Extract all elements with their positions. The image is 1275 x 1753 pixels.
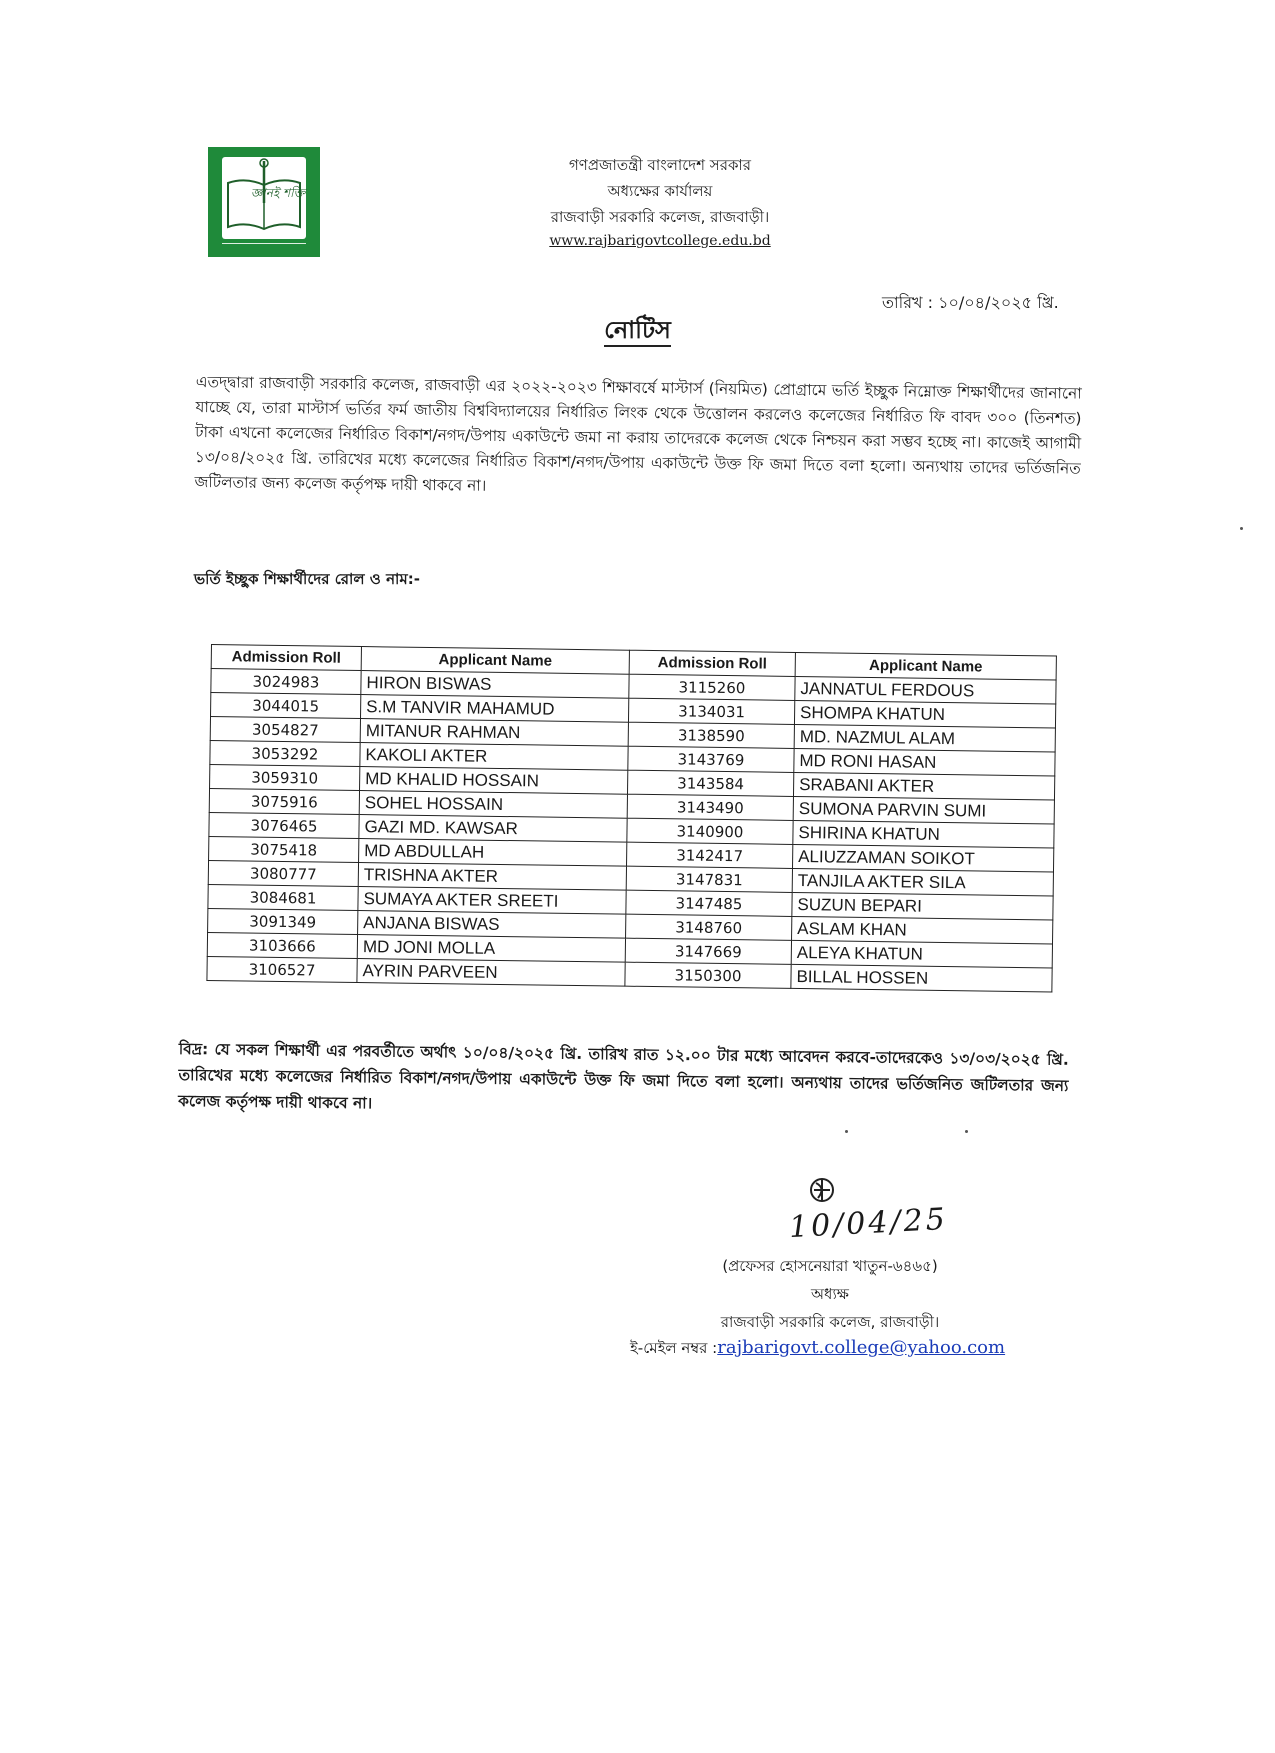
column-header: Admission Roll (211, 645, 361, 671)
admission-roll-cell: 3059310 (210, 764, 360, 790)
admission-roll-cell: 3115260 (629, 674, 795, 700)
admission-roll-cell: 3147831 (626, 866, 792, 892)
scan-speck (965, 1130, 968, 1133)
admission-roll-cell: 3140900 (627, 818, 793, 844)
admission-roll-cell: 3142417 (627, 842, 793, 868)
applicant-name-cell: ALEYA KHATUN (791, 940, 1052, 968)
applicant-name-cell: S.M TANVIR MAHAMUD (360, 695, 628, 723)
email-label: ই-মেইল নম্বর : (630, 1339, 718, 1357)
admission-roll-cell: 3134031 (628, 698, 794, 724)
applicant-name-cell: KAKOLI AKTER (360, 743, 628, 771)
notice-date: তারিখ : ১০/০৪/২০২৫ খ্রি. (882, 293, 1059, 312)
logo-motto: জ্ঞানই শক্তি (250, 186, 306, 200)
website-link[interactable]: www.rajbarigovtcollege.edu.bd (549, 233, 771, 249)
admission-roll-cell: 3150300 (625, 962, 791, 988)
applicant-name-cell: ANJANA BISWAS (358, 911, 626, 939)
admission-roll-cell: 3053292 (210, 740, 360, 766)
applicant-name-cell: MD JONI MOLLA (357, 935, 625, 963)
column-header: Applicant Name (795, 652, 1056, 680)
applicant-name-cell: MITANUR RAHMAN (360, 719, 628, 747)
office-name: অধ্যক্ষের কার্যালয় (607, 182, 713, 200)
logo-emblem (222, 157, 306, 239)
list-heading: ভর্তি ইচ্ছুক শিক্ষার্থীদের রোল ও নাম:- (194, 570, 420, 588)
admission-roll-cell: 3076465 (209, 812, 359, 838)
applicant-name-cell: MD ABDULLAH (359, 839, 627, 867)
admission-roll-cell: 3075916 (209, 788, 359, 814)
admission-roll-cell: 3106527 (207, 956, 357, 982)
signatory-designation: অধ্যক্ষ (811, 1285, 849, 1303)
applicant-name-cell: SHIRINA KHATUN (793, 820, 1054, 848)
signature-date: 10/04/25 (788, 1201, 949, 1246)
applicant-name-cell: TRISHNA AKTER (358, 863, 626, 891)
admission-roll-cell: 3138590 (628, 722, 794, 748)
applicant-name-cell: MD KHALID HOSSAIN (360, 767, 628, 795)
applicant-name-cell: GAZI MD. KAWSAR (359, 815, 627, 843)
notice-title (0, 312, 1275, 352)
applicant-name-cell: SUMONA PARVIN SUMI (793, 796, 1054, 824)
applicant-name-cell: JANNATUL FERDOUS (795, 676, 1056, 704)
column-header: Admission Roll (629, 650, 795, 676)
admission-roll-cell: 3103666 (207, 932, 357, 958)
applicant-name-cell: BILLAL HOSSEN (791, 964, 1052, 992)
applicant-name-cell: HIRON BISWAS (361, 671, 629, 699)
email-link[interactable]: rajbarigovt.college@yahoo.com (717, 1337, 1006, 1358)
scan-speck (845, 1130, 848, 1133)
applicant-name-cell: ALIUZZAMAN SOIKOT (792, 844, 1053, 872)
applicant-name-cell: MD RONI HASAN (794, 748, 1055, 776)
admission-roll-cell: 3147485 (626, 890, 792, 916)
applicant-name-cell: SUMAYA AKTER SREETI (358, 887, 626, 915)
notice-body: এতদ্দ্বারা রাজবাড়ী সরকারি কলেজ, রাজবাড়ী এর ২০২২-২০২৩ শিক্ষাবর্ষে মাস্টার্স (নিয়মিত) প্রোগ্রামে ভর্তি ইচ্ছুক নিম্নোক্ত শিক্ষার্থীদের জানানো যাচ্ছে যে, তারা মাস্টার্স ভর্তির ফর্ম জাতীয় বিশ্ববিদ্যালয়ের নির্ধারিত লিংক থেকে উত্তোলন করলেও কলেজের নির্ধারিত ফি বাবদ ৩০০ (তিনশত) টাকা এখনো কলেজের নির্ধারিত বিকাশ/নগদ/উপায় একাউন্টে জমা না করায় তাদেরকে কলেজ থেকে নিশ্চয়ন করা সম্ভব হচ্ছে না। কাজেই আগামী ১৩/০৪/২০২৫ খ্রি. তারিখের মধ্যে কলেজের নির্ধারিত বিকাশ/নগদ/উপায় একাউন্টে উক্ত ফি জমা দিতে বলা হলো। অন্যথায় তাদের ভর্তিজনিত জটিলতার জন্য কলেজ কর্তৃপক্ষ দায়ী থাকবে না। (194, 372, 1082, 495)
signatory-name: (প্রফেসর হোসনেয়ারা খাতুন-৬৪৬৫) (722, 1257, 938, 1275)
applicant-name-cell: AYRIN PARVEEN (357, 959, 625, 987)
scan-speck (1240, 527, 1243, 530)
admission-roll-cell: 3024983 (211, 669, 361, 695)
admission-roll-cell: 3147669 (625, 938, 791, 964)
applicant-table (206, 644, 1056, 992)
admission-roll-cell: 3091349 (208, 908, 358, 934)
applicant-name-cell: ASLAM KHAN (792, 916, 1053, 944)
admission-roll-cell: 3075418 (209, 836, 359, 862)
college-logo (208, 147, 320, 257)
admission-roll-cell: 3143490 (627, 794, 793, 820)
notice-footnote: বিদ্র: যে সকল শিক্ষার্থী এর পরবর্তীতে অর্থাৎ ১০/০৪/২০২৫ খ্রি. তারিখ রাত ১২.০০ টার মধ্যে আবেদন করবে-তাদেরকেও ১৩/০৩/২০২৫ খ্রি. তারিখের মধ্যে কলেজের নির্ধারিত বিকাশ/নগদ/উপায় একাউন্টে উক্ত ফি জমা দিতে বলা হলো। অন্যথায় তাদের ভর্তিজনিত জটিলতার জন্য কলেজ কর্তৃপক্ষ দায়ী থাকবে না। (178, 1039, 1069, 1113)
college-name: রাজবাড়ী সরকারি কলেজ, রাজবাড়ী। (550, 208, 770, 226)
signatory-block (600, 1252, 1060, 1336)
admission-roll-cell: 3084681 (208, 884, 358, 910)
applicant-name-cell: TANJILA AKTER SILA (792, 868, 1053, 896)
admission-roll-cell: 3054827 (210, 717, 360, 743)
applicant-name-cell: MD. NAZMUL ALAM (794, 724, 1055, 752)
admission-roll-cell: 3143769 (628, 746, 794, 772)
signatory-college: রাজবাড়ী সরকারি কলেজ, রাজবাড়ী। (720, 1313, 940, 1331)
table-body (207, 669, 1056, 992)
logo-ribbon (222, 243, 306, 252)
admission-roll-cell: 3080777 (208, 860, 358, 886)
email-line (630, 1337, 1005, 1362)
applicant-name-cell: SOHEL HOSSAIN (359, 791, 627, 819)
admission-roll-cell: 3044015 (211, 693, 361, 719)
applicant-name-cell: SHOMPA KHATUN (794, 700, 1055, 728)
handwritten-signature (780, 1168, 980, 1250)
admission-roll-cell: 3148760 (626, 914, 792, 940)
applicant-name-cell: SUZUN BEPARI (792, 892, 1053, 920)
admission-roll-cell: 3143584 (627, 770, 793, 796)
notice-title-text: নোটিস (604, 316, 671, 347)
government-name: গণপ্রজাতন্ত্রী বাংলাদেশ সরকার (568, 156, 752, 174)
column-header: Applicant Name (361, 647, 629, 675)
applicant-name-cell: SRABANI AKTER (793, 772, 1054, 800)
letterhead (440, 152, 880, 252)
